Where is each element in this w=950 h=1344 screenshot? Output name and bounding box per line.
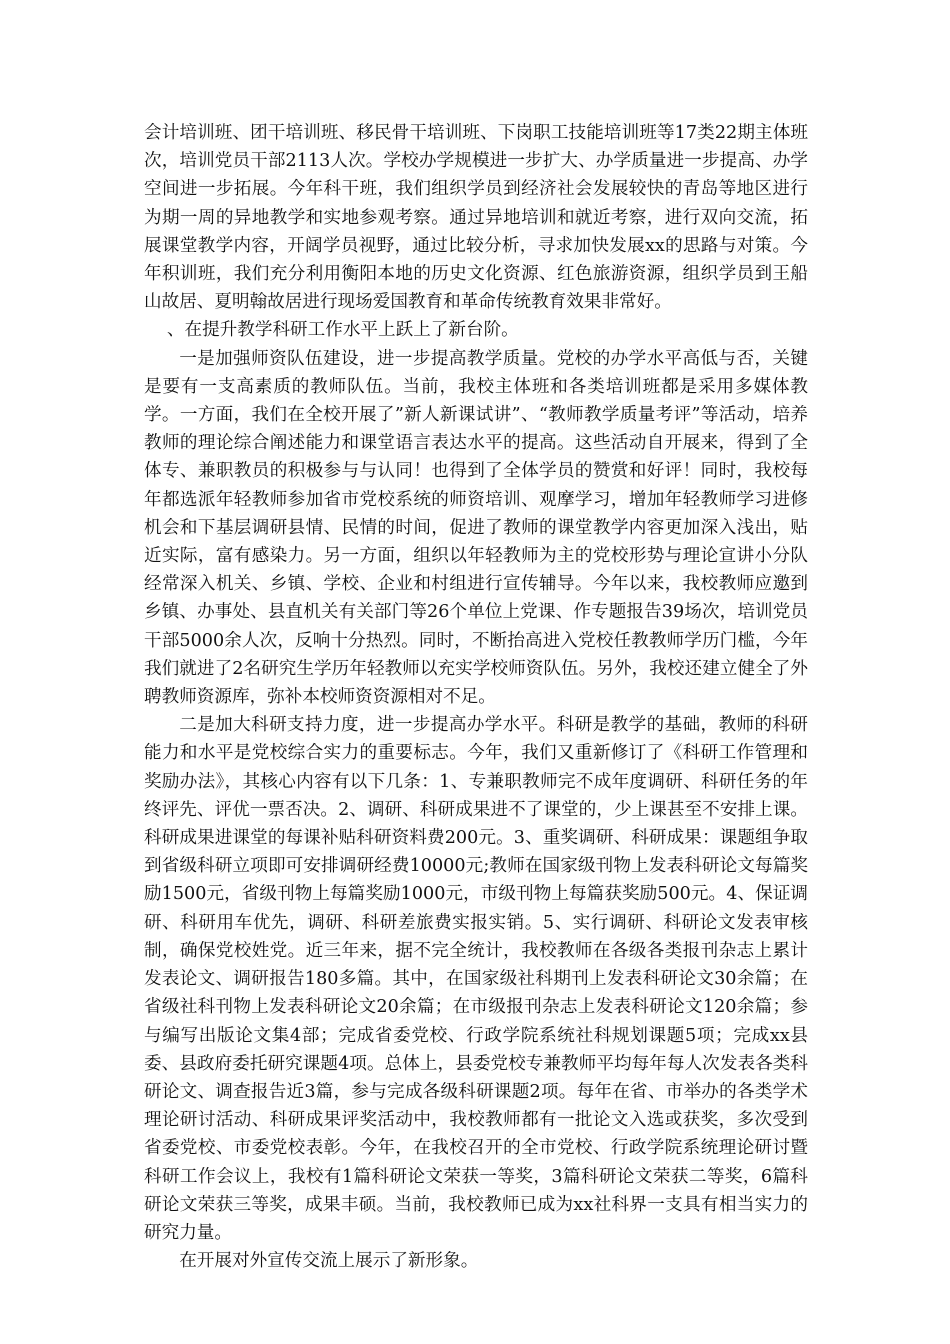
section-heading-external-publicity: 在开展对外宣传交流上展示了新形象。	[179, 1251, 479, 1272]
paragraph-research-support: 二是加大科研支持力度，进一步提高办学水平。科研是教学的基础，教师的科研能力和水平是党校综合实力的重要标志。今年，我们又重新修订了《科研工作管理和奖励办法》，其核心内容有以下几条：1、专兼职教师完不成年度调研、科研任务的年终评先、评优一票否决。2、调研、科研成果进不了课堂的，少上课甚至不安排上课。科研成果进课堂的每课补贴科研资料费200元。3、重奖调研、科研成果：课题组争取到省级科研立项即可安排调研经费10000元;教师在国家级刊物上发表科研论文每篇奖励1500元，省级刊物上每篇奖励1000元，市级刊物上每篇获奖励500元。4、保证调研、科研用车优先，调研、科研差旅费实报实销。5、实行调研、科研论文发表审核制，确保党校姓党。近三年来，据不完全统计，我校教师在各级各类报刊杂志上累计发表论文、调研报告180多篇。其中，在国家级社科期刊上发表科研论文30余篇；在省级社科刊物上发表科研论文20余篇；在市级报刊杂志上发表科研论文120余篇；参与编写出版论文集4部；完成省委党校、行政学院系统社科规划课题5项；完成xx县委、县政府委托研究课题4项。总体上，县委党校专兼教师平均每年每人次发表各类科研论文、调查报告近3篇，参与完成各级科研课题2项。每年在省、市举办的各类学术理论研讨活动、科研成果评奖活动中，我校教师都有一批论文入选或获奖，多次受到省委党校、市委党校表彰。今年，在我校召开的全市党校、行政学院系统理论研讨暨科研工作会议上，我校有1篇科研论文荣获一等奖，3篇科研论文荣获二等奖，6篇科研论文荣获三等奖，成果丰硕。当前，我校教师已成为xx社科界一支具有相当实力的研究力量。	[144, 715, 808, 1243]
document-body	[144, 119, 808, 1275]
section-heading-teaching-research: 、在提升教学科研工作水平上跃上了新台阶。	[166, 320, 519, 341]
paragraph-teacher-team: 一是加强师资队伍建设，进一步提高教学质量。党校的办学水平高低与否，关键是要有一支高素质的教师队伍。当前，我校主体班和各类培训班都是采用多媒体教学。一方面，我们在全校开展了”新人新课试讲”、“教师教学质量考评”等活动，培养教师的理论综合阐述能力和课堂语言表达水平的提高。这些活动自开展来，得到了全体专、兼职教员的积极参与与认同！也得到了全体学员的赞赏和好评！同时，我校每年都选派年轻教师参加省市党校系统的师资培训、观摩学习，增加年轻教师学习进修机会和下基层调研县情、民情的时间，促进了教师的课堂教学内容更加深入浅出，贴近实际，富有感染力。另一方面，组织以年轻教师为主的党校形势与理论宣讲小分队经常深入机关、乡镇、学校、企业和村组进行宣传辅导。今年以来，我校教师应邀到乡镇、办事处、县直机关有关部门等26个单位上党课、作专题报告39场次，培训党员干部5000余人次，反响十分热烈。同时，不断抬高进入党校任教教师学历门槛，今年我们就进了2名研究生学历年轻教师以充实学校师资队伍。另外，我校还建立健全了外聘教师资源库，弥补本校师资资源相对不足。	[144, 348, 808, 708]
paragraph-training-classes: 会计培训班、团干培训班、移民骨干培训班、下岗职工技能培训班等17类22期主体班次，培训党员干部2113人次。学校办学规模进一步扩大、办学质量进一步提高、办学空间进一步拓展。今年科干班，我们组织学员到经济社会发展较快的青岛等地区进行为期一周的异地教学和实地参观考察。通过异地培训和就近考察，进行双向交流，拓展课堂教学内容，开阔学员视野，通过比较分析，寻求加快发展xx的思路与对策。今年积训班，我们充分利用衡阳本地的历史文化资源、红色旅游资源，组织学员到王船山故居、夏明翰故居进行现场爱国教育和革命传统教育效果非常好。	[144, 123, 808, 313]
